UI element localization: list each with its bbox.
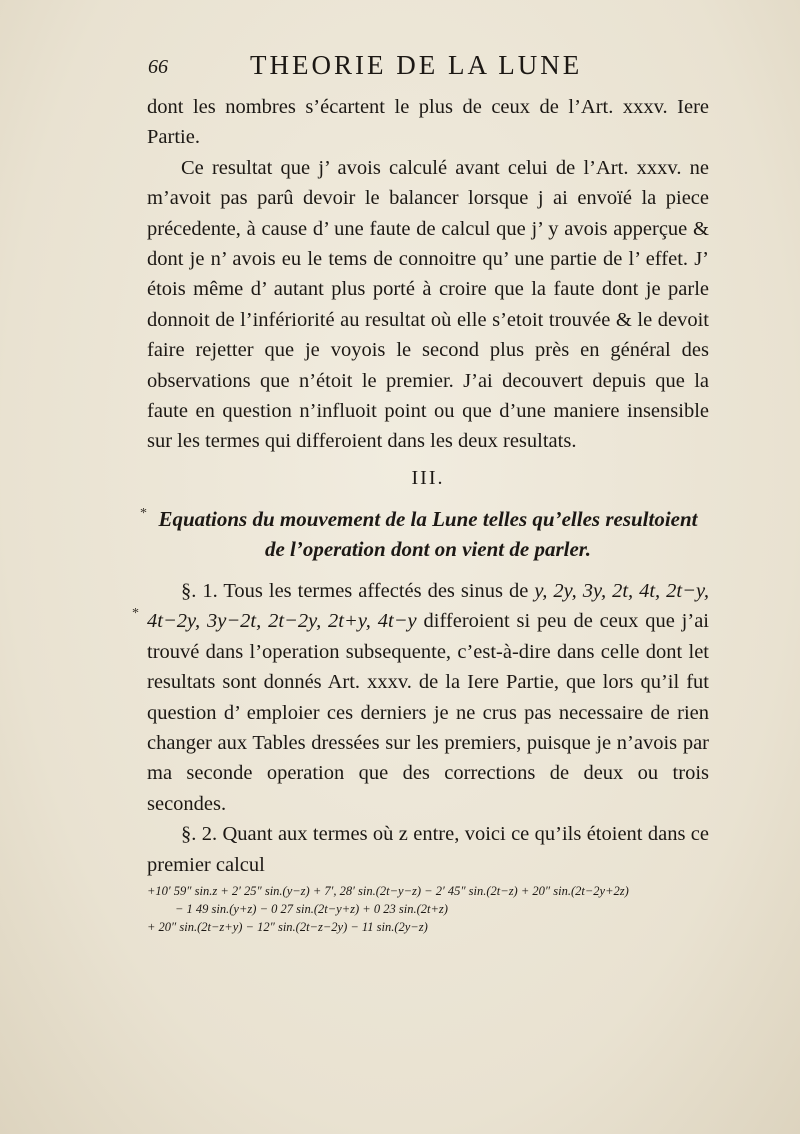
page-header — [148, 50, 708, 84]
paragraph-continuation: dont les nombres s’écartent le plus de ceux de l’Art. xxxv. Iere Partie. — [147, 96, 709, 149]
section-1-terms-a: y, 2y, — [534, 579, 577, 602]
section-1-intro: §. 1. Tous les termes affectés des sinus de — [181, 579, 529, 602]
paragraph-section-2: §. 2. Quant aux termes où z entre, voici ce qu’ils étoient dans ce premier calcul — [147, 823, 709, 876]
calculation-block — [147, 882, 709, 936]
running-title: THEORIE DE LA LUNE — [250, 50, 583, 80]
body-text — [147, 92, 709, 936]
margin-dot-mark: * — [140, 506, 147, 521]
paragraph-result-note: Ce resultat que j’ avois calculé avant celui de l’Art. xxxv. ne m’avoit pas parû devoir le balancer lorsque j ai envoïé la piece précedente, à cause d’ une faute de calcul que j’ y avois apperçue & dont je n’ avois eu le tems de connoitre qu’ une partie de l’ effet. J’ étois même d’ autant plus porté à croire que la faute dont je parle donnoit de l’infériorité au resultat où elle s’etoit trouvée & le devoit faire rejetter que je voyois le second plus près en général des observations que n’étoit le premier. J’ai decouvert depuis que la faute en question n’influoit point ou que d’une maniere insensible sur les termes qui differoient dans les deux resultats. — [147, 156, 709, 453]
section-1-body: differoient si peu de ceux que j’ai trouvé dans l’operation subsequente, c’est-à-dire dans celle dont let resultats sont donnés Art. xxxv. de la Iere Partie, que lors qu’il fut question d’ emploier ces derniers je ne crus pas necessaire de rien changer aux Tables dressées sur les premiers, puisque je n’avois par ma seconde operation que des corrections de deux ou trois secondes. — [147, 610, 709, 815]
margin-dot-mark: * — [132, 606, 139, 621]
section-heading — [147, 504, 709, 564]
section-heading-line-1: Equations du mouvement de la Lune telles qu’elles resultoient — [158, 506, 698, 531]
calculation-line-2: − 1 49 sin.(y+z) − 0 27 sin.(2t−y+z) + 0 23 sin.(2t+z) — [175, 901, 448, 916]
calculation-line-1: +10′ 59″ sin.z + 2′ 25″ sin.(y−z) + 7′, 28′ sin.(2t−y−z) − 2′ 45″ sin.(2t−z) + 20″ sin.(2t−2y+2z) — [147, 883, 629, 898]
calculation-line-3: + 20″ sin.(2t−z+y) − 12″ sin.(2t−z−2y) − 11 sin.(2y−z) — [147, 919, 428, 934]
page-number: 66 — [148, 56, 168, 78]
paragraph-section-1 — [147, 576, 709, 819]
section-1-terms-b: 3y, 2t, 4t, 2t−y, 4t−2y, 3y−2t, 2t−2y, 2t+y, 4t−y — [147, 579, 710, 633]
section-number: III. — [411, 466, 445, 489]
section-heading-line-2: de l’operation dont on vient de parler. — [264, 536, 592, 561]
